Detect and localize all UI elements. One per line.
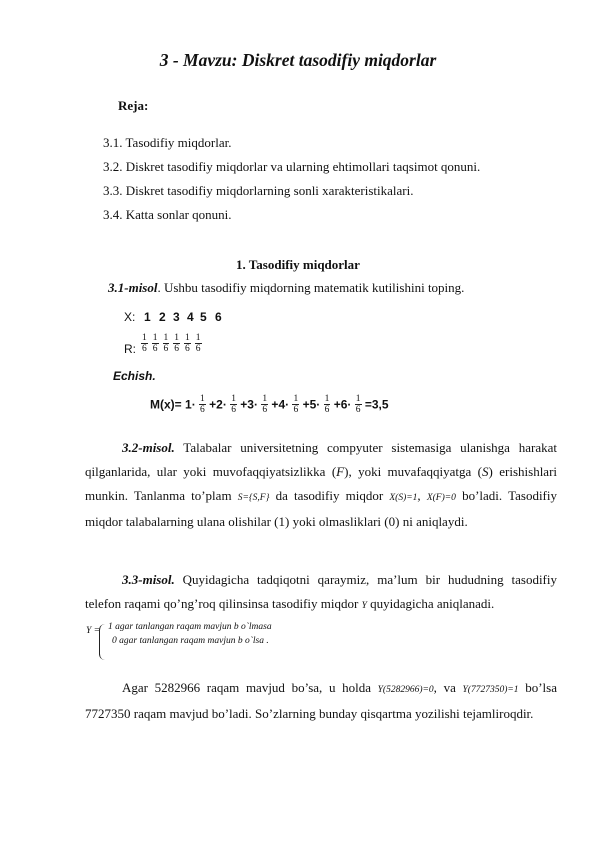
x-value: 4 (187, 310, 194, 324)
plan-item: 3.4. Katta sonlar qonuni. (103, 207, 232, 222)
x-value: 6 (215, 310, 222, 324)
section-heading: 1. Tasodifiy miqdorlar (236, 257, 360, 272)
probability-fraction: $\frac{1}{6}$ (195, 333, 201, 354)
probability-fraction: $\frac{1}{6}$ (174, 333, 179, 354)
probability-fraction: $\frac{1}{6}$ (152, 333, 158, 354)
plan-item: 3.3. Diskret tasodifiy miqdorlarning sonli xarakteristikalari. (103, 183, 414, 198)
piecewise-definition (86, 622, 272, 646)
x-value: 2 (159, 310, 166, 324)
x-values (144, 310, 151, 324)
x-value: 3 (173, 310, 180, 324)
example-label: 3.3-misol. (122, 572, 175, 587)
example-label: 3.1-misol (108, 280, 158, 295)
probability-fraction: $\frac{1}{6}$ (185, 333, 190, 354)
solution-label: Echish. (113, 369, 156, 383)
expectation-formula: M(x)= 1· $\frac{1}{6}$ +2· $\frac{1}{6}$ +3· $\frac{1}{6}$ +4· $\frac{1}{6}$ +5· $\frac{1}{6}$ +6· $\frac{1}{6}$ =3,5 (150, 394, 389, 415)
example-3-paragraph: 3.3-misol. Quyidagicha tadqiqotni qaraymiz, ma’lum bir hududning tasodifiy telefon raqami qo’ng’roq qilinsinsa tasodifiy miqdor Y quyidagicha aniqlanadi. (85, 572, 557, 611)
x-label: X: (124, 310, 136, 324)
plan-item: 3.1. Tasodifiy miqdorlar. (103, 135, 232, 150)
x-value: 5 (200, 310, 207, 324)
page-title: 3 - Mavzu: Diskret tasodifiy miqdorlar (159, 50, 437, 70)
probability-fraction: $\frac{1}{6}$ (142, 333, 147, 354)
final-paragraph: Agar 5282966 raqam mavjud bo’sa, u holda Y(5282966)=0, va Y(7727350)=1 bo’lsa 7727350 raqam mavjud bo’ladi. So’zlarning bunday qisqartma yozilishi tejamliroqdir. (85, 680, 557, 721)
p-label: R: (124, 342, 136, 356)
example-label: 3.2-misol. (122, 440, 175, 455)
distribution-x-row (124, 310, 135, 324)
piecewise-lhs: Y = (86, 626, 101, 636)
probability-fraction: $\frac{1}{6}$ (163, 333, 169, 354)
plan-heading: Reja: (118, 98, 149, 113)
x-value: 1 (144, 310, 151, 324)
probability-row (141, 333, 202, 354)
case-2: 0 agar tanlangan raqam mavjun b o`lsa . (112, 636, 269, 646)
example-text: . Ushbu tasodifiy miqdorning matematik kutilishini toping. (157, 280, 465, 295)
plan-item: 3.2. Diskret tasodifiy miqdorlar va ularning ehtimollari taqsimot qonuni. (103, 159, 481, 174)
example-2-paragraph: 3.2-misol. Talabalar universitetning compyuter sistemasiga ulanishga harakat qilganlarida, ular yoki muvofaqqiyatsizlikka (F), yoki muvafaqqiyatga (S) erishishlari munkin. Tanlanma to’plam S={S,F} da tasodifiy miqdor X(S)=1, X(F)=0 bo’ladi. Tasodifiy miqdor talabalarning ulana olishilar (1) yoki olmasliklari (0) ni aniqlaydi. (85, 440, 558, 529)
example-1 (108, 280, 464, 296)
brace (99, 624, 105, 660)
case-1: 1 agar tanlangan raqam mavjun b o`lmasa (108, 622, 272, 632)
